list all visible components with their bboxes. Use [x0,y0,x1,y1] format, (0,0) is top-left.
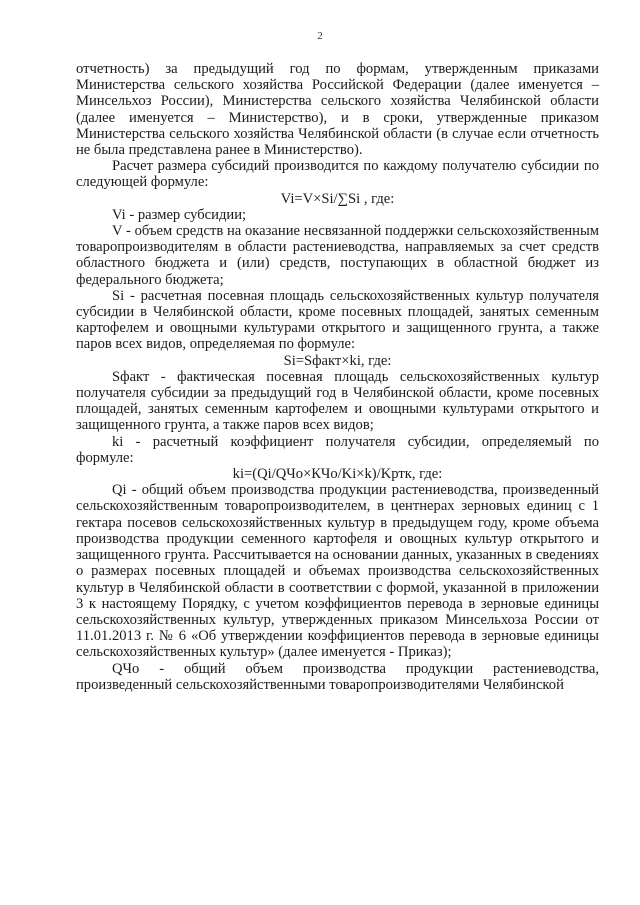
page-number: 2 [317,30,323,42]
definition-qcho: QЧо - общий объем производства продукции растениеводства, произведенный сельскохозяйственными товаропроизводителями Челябинской [76,660,599,693]
definition-ki: ki - расчетный коэффициент получателя субсидии, определяемый по формуле: [76,433,599,466]
formula-area: Si=Sфакт×ki, где: [283,352,392,369]
definition-qi: Qi - общий объем производства продукции растениеводства, произведенный сельскохозяйственным товаропроизводителем, в центнерах зерновых единиц с 1 гектара посевов сельскохозяйственных культур в предыдущем году, кроме объема производства продукции семенного картофеля и овощных культур открытого и защищенного грунта. Рассчитывается на основании данных, указанных в сведениях о размерах посевных площадей и объемах производства сельскохозяйственных культур в Челябинской области в соответствии с формой, указанной в приложении 3 к настоящему Порядку, с учетом коэффициентов перевода в зерновые единицы сельскохозяйственных культур, утвержденных приказом Минсельхоза России от 11.01.2013 г. № 6 «Об утверждении коэффициентов перевода в зерновые единицы сельскохозяйственных культур» (далее именуется - Приказ); [76,482,599,661]
paragraph-calculation-intro: Расчет размера субсидий производится по каждому получателю субсидии по следующей формуле: [76,158,599,191]
definition-sfact: Sфакт - фактическая посевная площадь сельскохозяйственных культур получателя субсидии за предыдущий год в Челябинской области, кроме посевных площадей, занятых семенным картофелем и овощными культурами открытого и защищенного грунта, а также паров всех видов; [76,368,599,434]
formula-coefficient: ki=(Qi/QЧо×КЧо/Ki×k)/Kртк, где: [232,466,443,483]
definition-si: Si - расчетная посевная площадь сельскохозяйственных культур получателя субсидии в Челябинской области, кроме посевных площадей, занятых семенным картофелем и овощными культурами открытого и защищенного грунта, а также паров всех видов, определяемая по формуле: [76,287,599,353]
formula-subsidy: Vi=V×Si/∑Si , где: [280,190,395,207]
definition-v: V - объем средств на оказание несвязанной поддержки сельскохозяйственным товаропроизводителям в области растениеводства, направляемых за счет средств областного бюджета и (или) средств, поступающих в областной бюджет из федерального бюджета; [76,223,599,288]
definition-vi: Vi - размер субсидии; [112,206,247,223]
document-body [76,61,599,693]
paragraph-reporting: отчетность) за предыдущий год по формам, утвержденным приказами Министерства сельского хозяйства Российской Федерации (далее именуется – Минсельхоз России), Министерства сельского хозяйства Челябинской области (далее именуется – Министерство), и в сроки, утвержденные приказом Министерства сельского хозяйства Челябинской области (в случае если отчетность не была представлена ранее в Министерство). [76,61,599,159]
